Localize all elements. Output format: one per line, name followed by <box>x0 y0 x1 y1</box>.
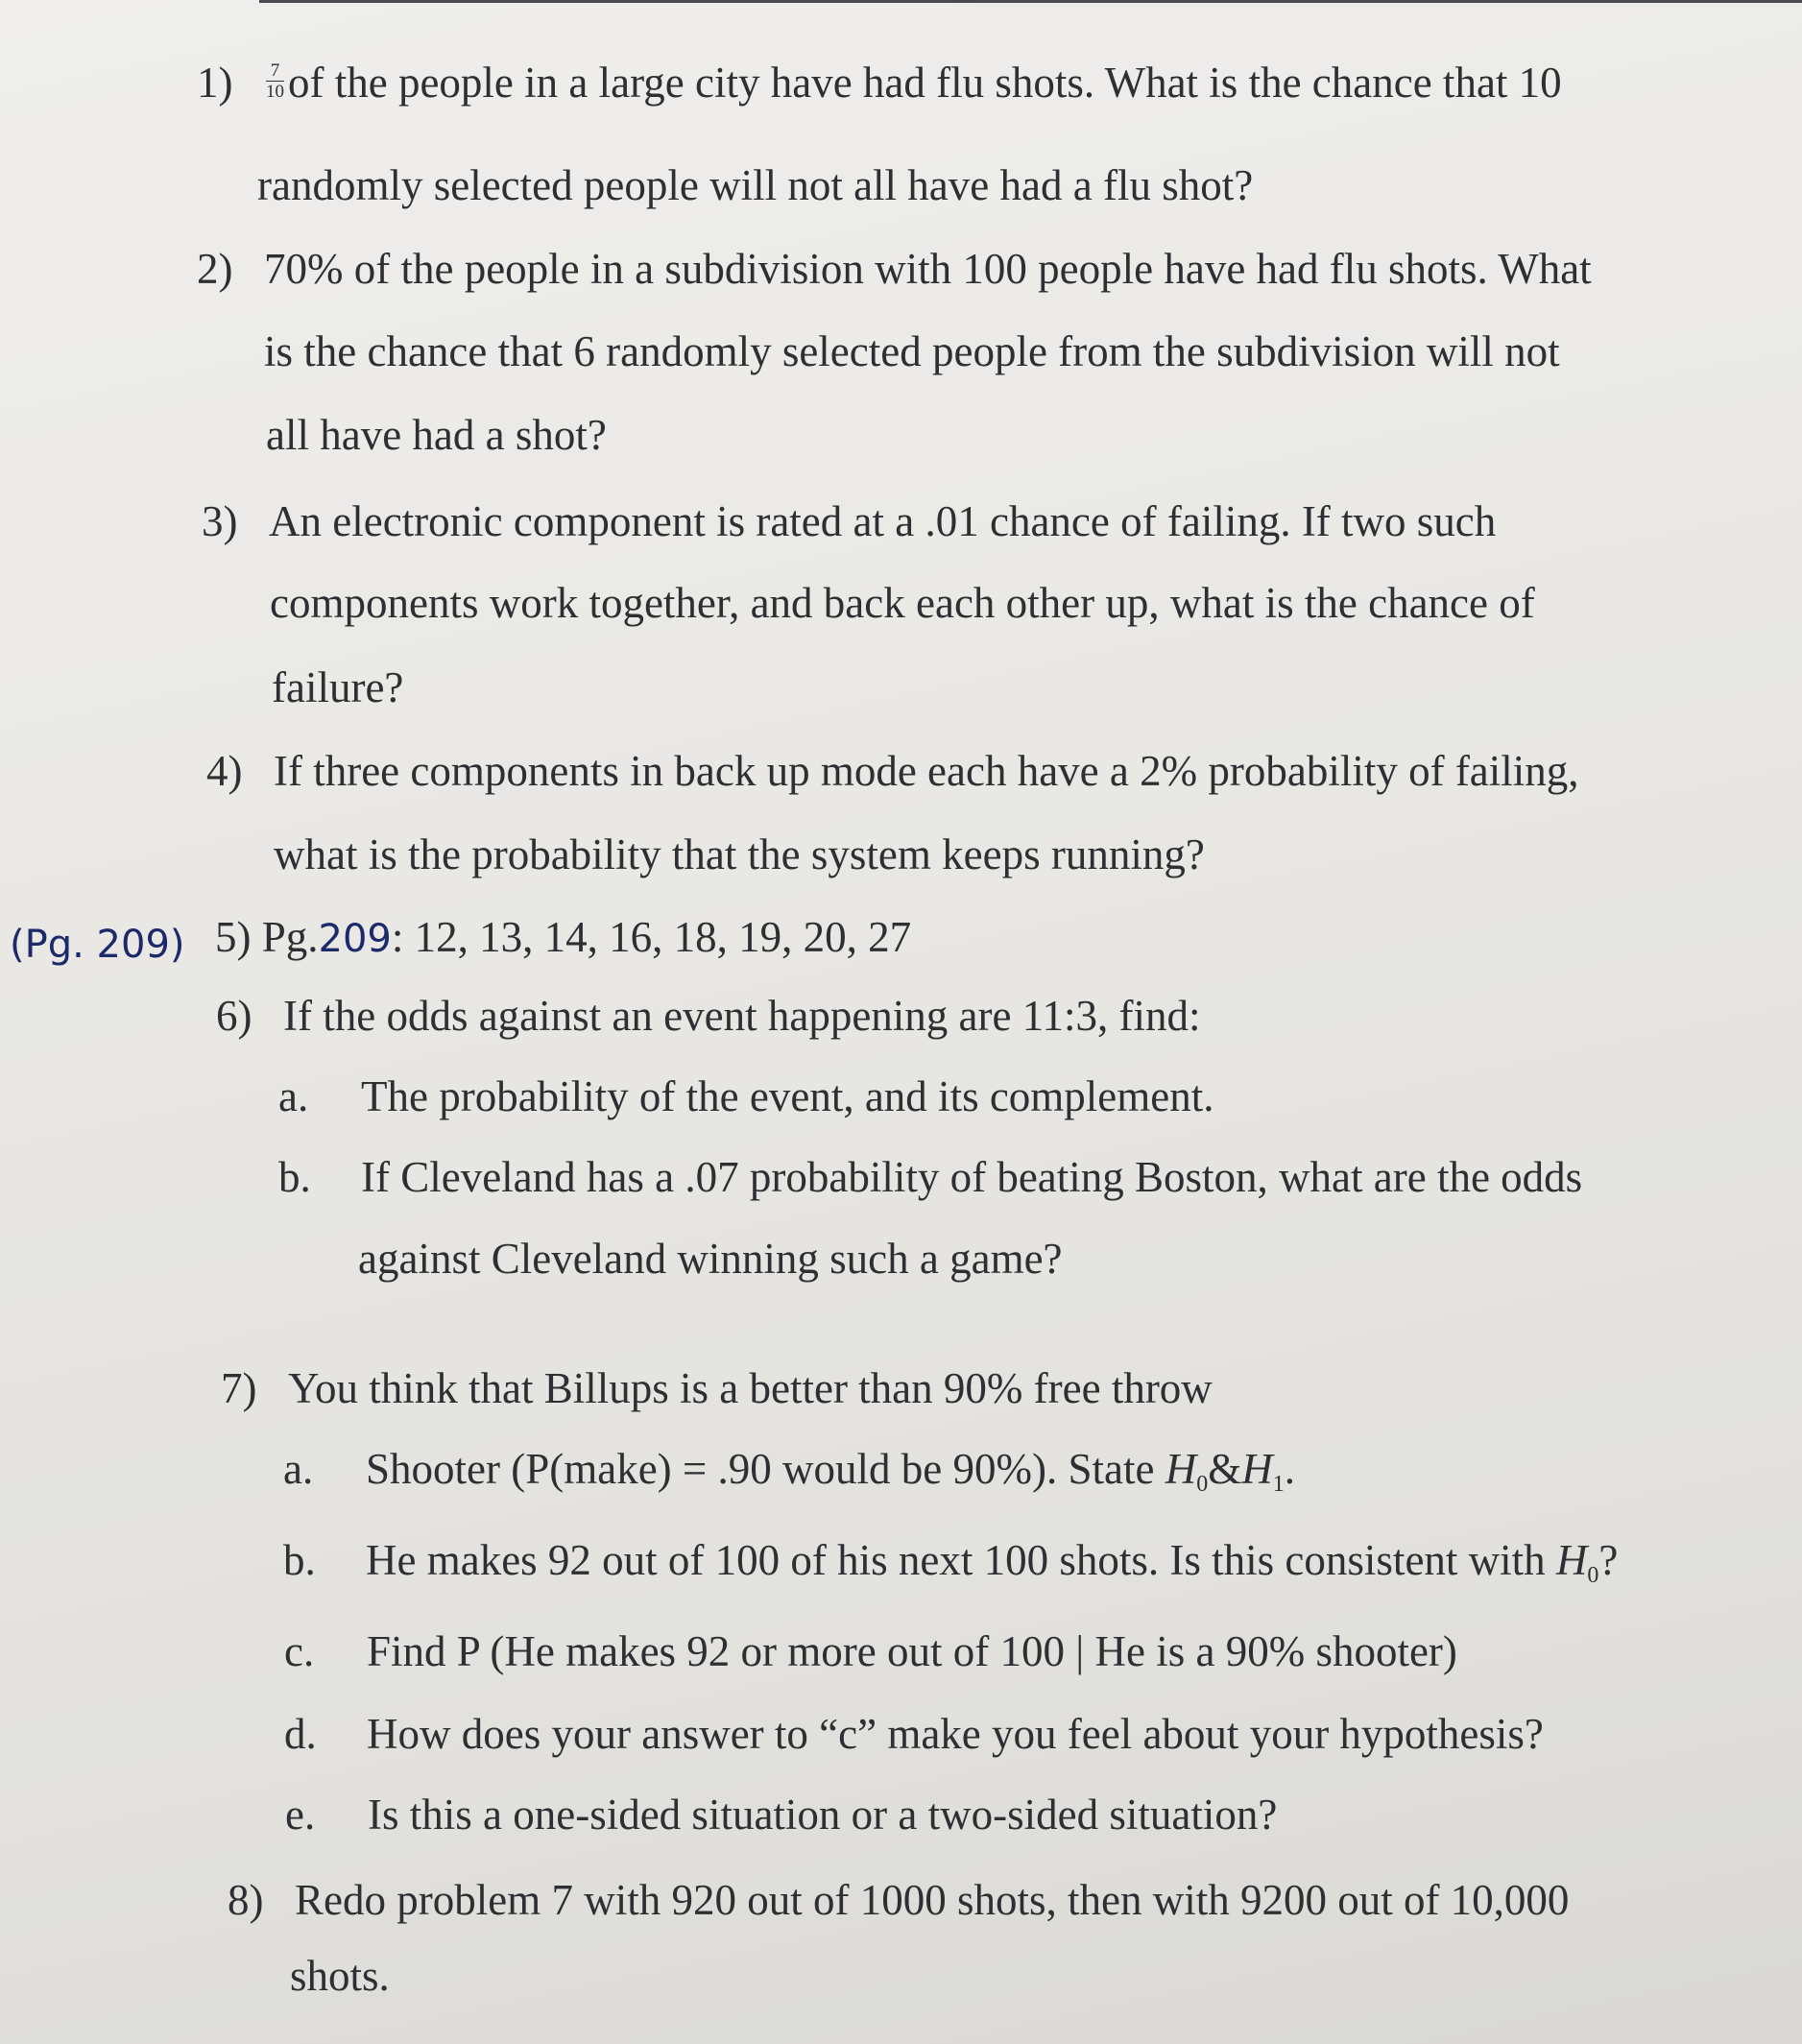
problem-2-line-3: all have had a shot? <box>266 411 607 459</box>
problem-8-line-1 <box>228 1873 1569 1927</box>
problem-7a-label: a. <box>283 1445 314 1493</box>
problem-2-number: 2) <box>197 245 233 293</box>
ampersand: & <box>1208 1445 1242 1493</box>
problem-8-line-2: shots. <box>290 1952 390 2000</box>
problem-1-fraction <box>266 61 284 101</box>
problem-7d-text: How does your answer to “c” make you feel about your hypothesis? <box>367 1710 1544 1758</box>
problem-7-number: 7) <box>221 1364 257 1412</box>
fraction-denominator: 10 <box>266 82 284 103</box>
problem-7-text: You think that Billups is a better than 90% free throw <box>288 1364 1213 1412</box>
problem-6a-text: The probability of the event, and its complement. <box>361 1072 1214 1120</box>
problem-4-number: 4) <box>206 747 243 795</box>
problem-5-content <box>215 910 911 966</box>
problem-7d-label: d. <box>284 1710 317 1758</box>
problem-1-line-1 <box>197 56 1562 109</box>
problem-3-line-3: failure? <box>272 663 404 711</box>
problem-6b-line-2: against Cleveland winning such a game? <box>358 1235 1063 1283</box>
problem-4-line-2: what is the probability that the system keeps running? <box>274 830 1205 878</box>
problem-2-text: 70% of the people in a subdivision with 100 people have had flu shots. What <box>264 245 1592 293</box>
problem-4-line-1 <box>206 744 1579 798</box>
handwritten-page-number: 209 <box>318 917 392 961</box>
problem-6a-label: a. <box>278 1072 309 1120</box>
problem-7a-text: Shooter (P(make) = .90 would be 90%). State <box>366 1445 1155 1493</box>
problem-6b-label: b. <box>278 1153 311 1201</box>
problem-7d <box>284 1707 1544 1761</box>
handwritten-page-note: (Pg. 209) <box>10 923 185 967</box>
problem-1-text: of the people in a large city have had flu shots. What is the chance that 10 <box>288 59 1562 107</box>
problem-5-exercises: : 12, 13, 14, 16, 18, 19, 20, 27 <box>391 913 912 961</box>
problem-6-text: If the odds against an event happening are 11:3, find: <box>283 992 1201 1040</box>
problem-3-text: An electronic component is rated at a .01 chance of failing. If two such <box>269 497 1497 545</box>
problem-7e-text: Is this a one-sided situation or a two-sided situation? <box>368 1791 1278 1839</box>
problem-6-line-1 <box>216 989 1201 1043</box>
problem-3-line-1 <box>202 494 1496 548</box>
hypothesis-h0: $H_0$ <box>1165 1445 1209 1497</box>
problem-1-line-2: randomly selected people will not all have had a flu shot? <box>257 161 1254 209</box>
problem-5-prefix: Pg. <box>261 913 319 961</box>
problem-7-line-1 <box>221 1361 1213 1415</box>
problem-3-line-2: components work together, and back each other up, what is the chance of <box>270 579 1535 627</box>
problem-6a <box>278 1070 1214 1123</box>
problem-7e <box>285 1788 1277 1841</box>
problem-5-line <box>10 910 185 972</box>
fraction-numerator: 7 <box>270 60 280 82</box>
problem-6b-text: If Cleveland has a .07 probability of beating Boston, what are the odds <box>361 1153 1583 1201</box>
problem-6b <box>278 1150 1582 1204</box>
problem-6-number: 6) <box>216 992 252 1040</box>
problem-7c <box>284 1624 1457 1678</box>
problem-7b-text: He makes 92 out of 100 of his next 100 shots. Is this consistent with <box>366 1536 1546 1584</box>
problem-7a: a. Shooter (P(make) = .90 would be 90%). State $H_0\&H_1$. <box>283 1442 1295 1511</box>
problem-7c-label: c. <box>284 1627 315 1675</box>
hypothesis-h1: $H_1$ <box>1241 1445 1285 1497</box>
problem-7b: b. He makes 92 out of 100 of his next 100 shots. Is this consistent with $H_0$? <box>283 1533 1618 1602</box>
problem-7c-text: Find P (He makes 92 or more out of 100 | He is a 90% shooter) <box>367 1627 1457 1675</box>
problem-5-number: 5) <box>215 913 252 961</box>
problem-7e-label: e. <box>285 1791 316 1839</box>
hypothesis-h0: $H_0$ <box>1555 1536 1599 1588</box>
problem-2-line-2: is the chance that 6 randomly selected people from the subdivision will not <box>264 327 1560 375</box>
problem-7b-label: b. <box>283 1536 316 1584</box>
problem-2-line-1 <box>197 242 1592 296</box>
problem-1-number: 1) <box>197 59 233 107</box>
problem-3-number: 3) <box>202 497 238 545</box>
page-top-rule <box>259 0 1802 3</box>
problem-4-text: If three components in back up mode each have a 2% probability of failing, <box>274 747 1579 795</box>
problem-8-text: Redo problem 7 with 920 out of 1000 shots, then with 9200 out of 10,000 <box>295 1876 1570 1924</box>
problem-8-number: 8) <box>228 1876 264 1924</box>
